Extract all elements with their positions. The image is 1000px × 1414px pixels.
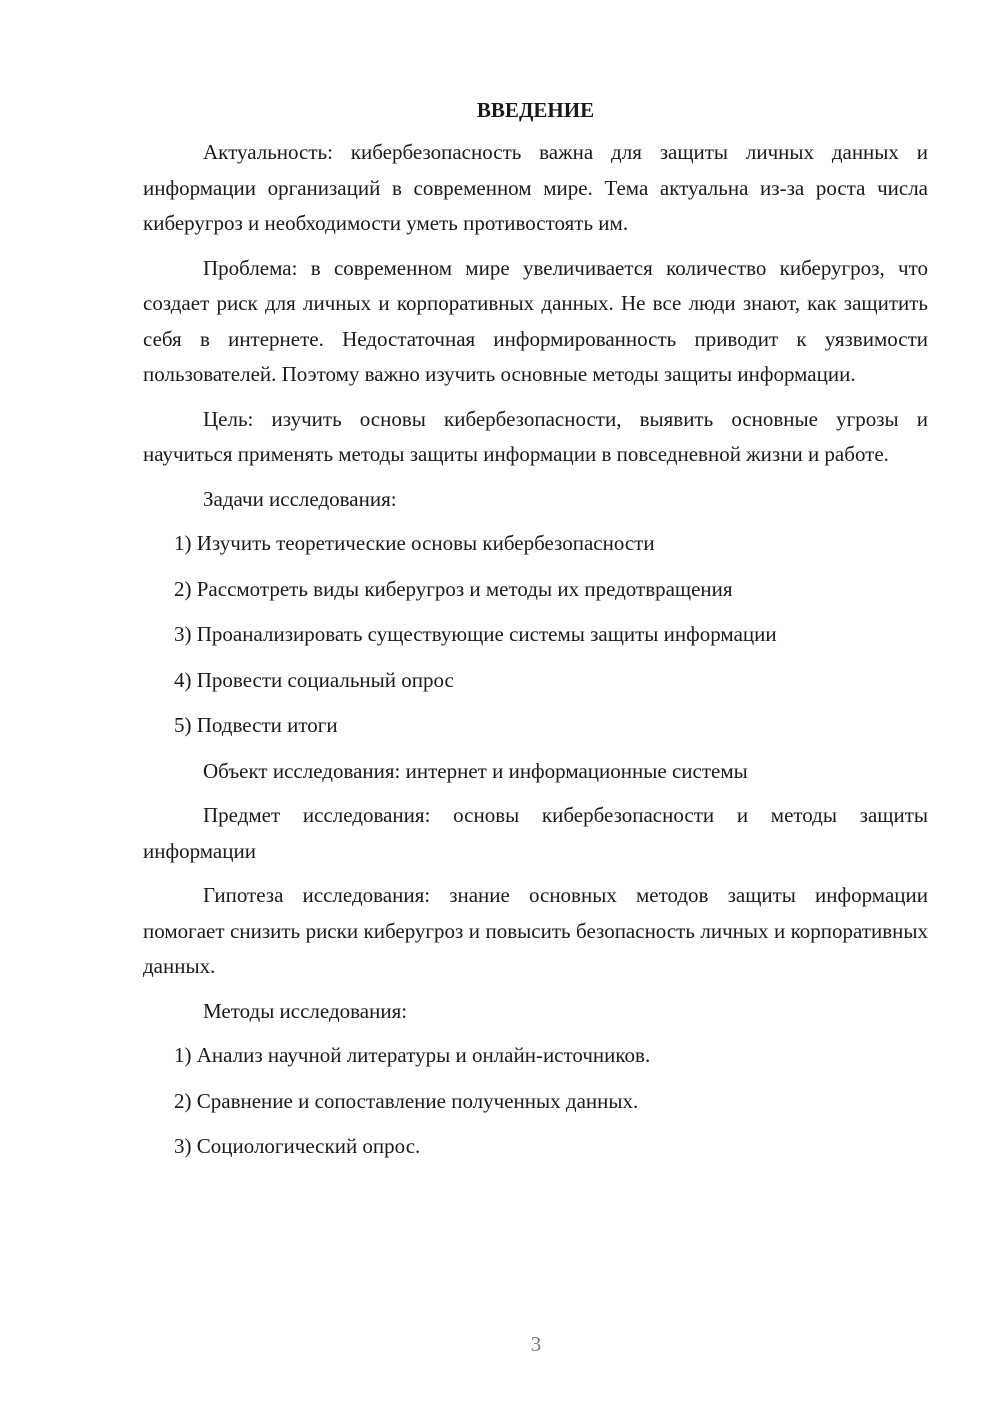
- task-item: 1) Изучить теоретические основы кибербезопасности: [174, 531, 655, 555]
- object-paragraph: Объект исследования: интернет и информационные системы: [203, 758, 748, 783]
- task-item: 2) Рассмотреть виды киберугроз и методы их предотвращения: [174, 576, 733, 601]
- method-item: 3) Социологический опрос.: [174, 1134, 421, 1158]
- methods-heading: Методы исследования:: [203, 998, 408, 1023]
- document-page: [143, 92, 928, 1175]
- page-number: 3: [530, 1332, 542, 1356]
- tasks-heading: Задачи исследования:: [203, 486, 397, 511]
- method-item: 2) Сравнение и сопоставление полученных данных.: [174, 1088, 639, 1113]
- goal-paragraph: Цель: изучить основы кибербезопасности, выявить основные угрозы и научиться применять методы защиты информации в повседневной жизни и работе.: [143, 406, 928, 466]
- task-item: 5) Подвести итоги: [174, 713, 338, 737]
- section-title: ВВЕДЕНИЕ: [476, 98, 595, 122]
- subject-paragraph: Предмет исследования: основы кибербезопасности и методы защиты информации: [143, 803, 928, 863]
- task-item: 4) Провести социальный опрос: [174, 667, 454, 692]
- method-item: 1) Анализ научной литературы и онлайн-источников.: [174, 1043, 651, 1067]
- task-item: 3) Проанализировать существующие системы защиты информации: [174, 622, 777, 646]
- hypothesis-paragraph: Гипотеза исследования: знание основных методов защиты информации помогает снизить риски киберугроз и повысить безопасность личных и корпоративных данных.: [143, 883, 928, 978]
- relevance-paragraph: Актуальность: кибербезопасность важна для защиты личных данных и информации организаций в современном мире. Тема актуальна из-за роста числа киберугроз и необходимости уметь противостоять им.: [143, 140, 928, 235]
- problem-paragraph: Проблема: в современном мире увеличивается количество киберугроз, что создает риск для личных и корпоративных данных. Не все люди знают, как защитить себя в интернете. Недостаточная информированность приводит к уязвимости пользователей. Поэтому важно изучить основные методы защиты информации.: [143, 255, 928, 386]
